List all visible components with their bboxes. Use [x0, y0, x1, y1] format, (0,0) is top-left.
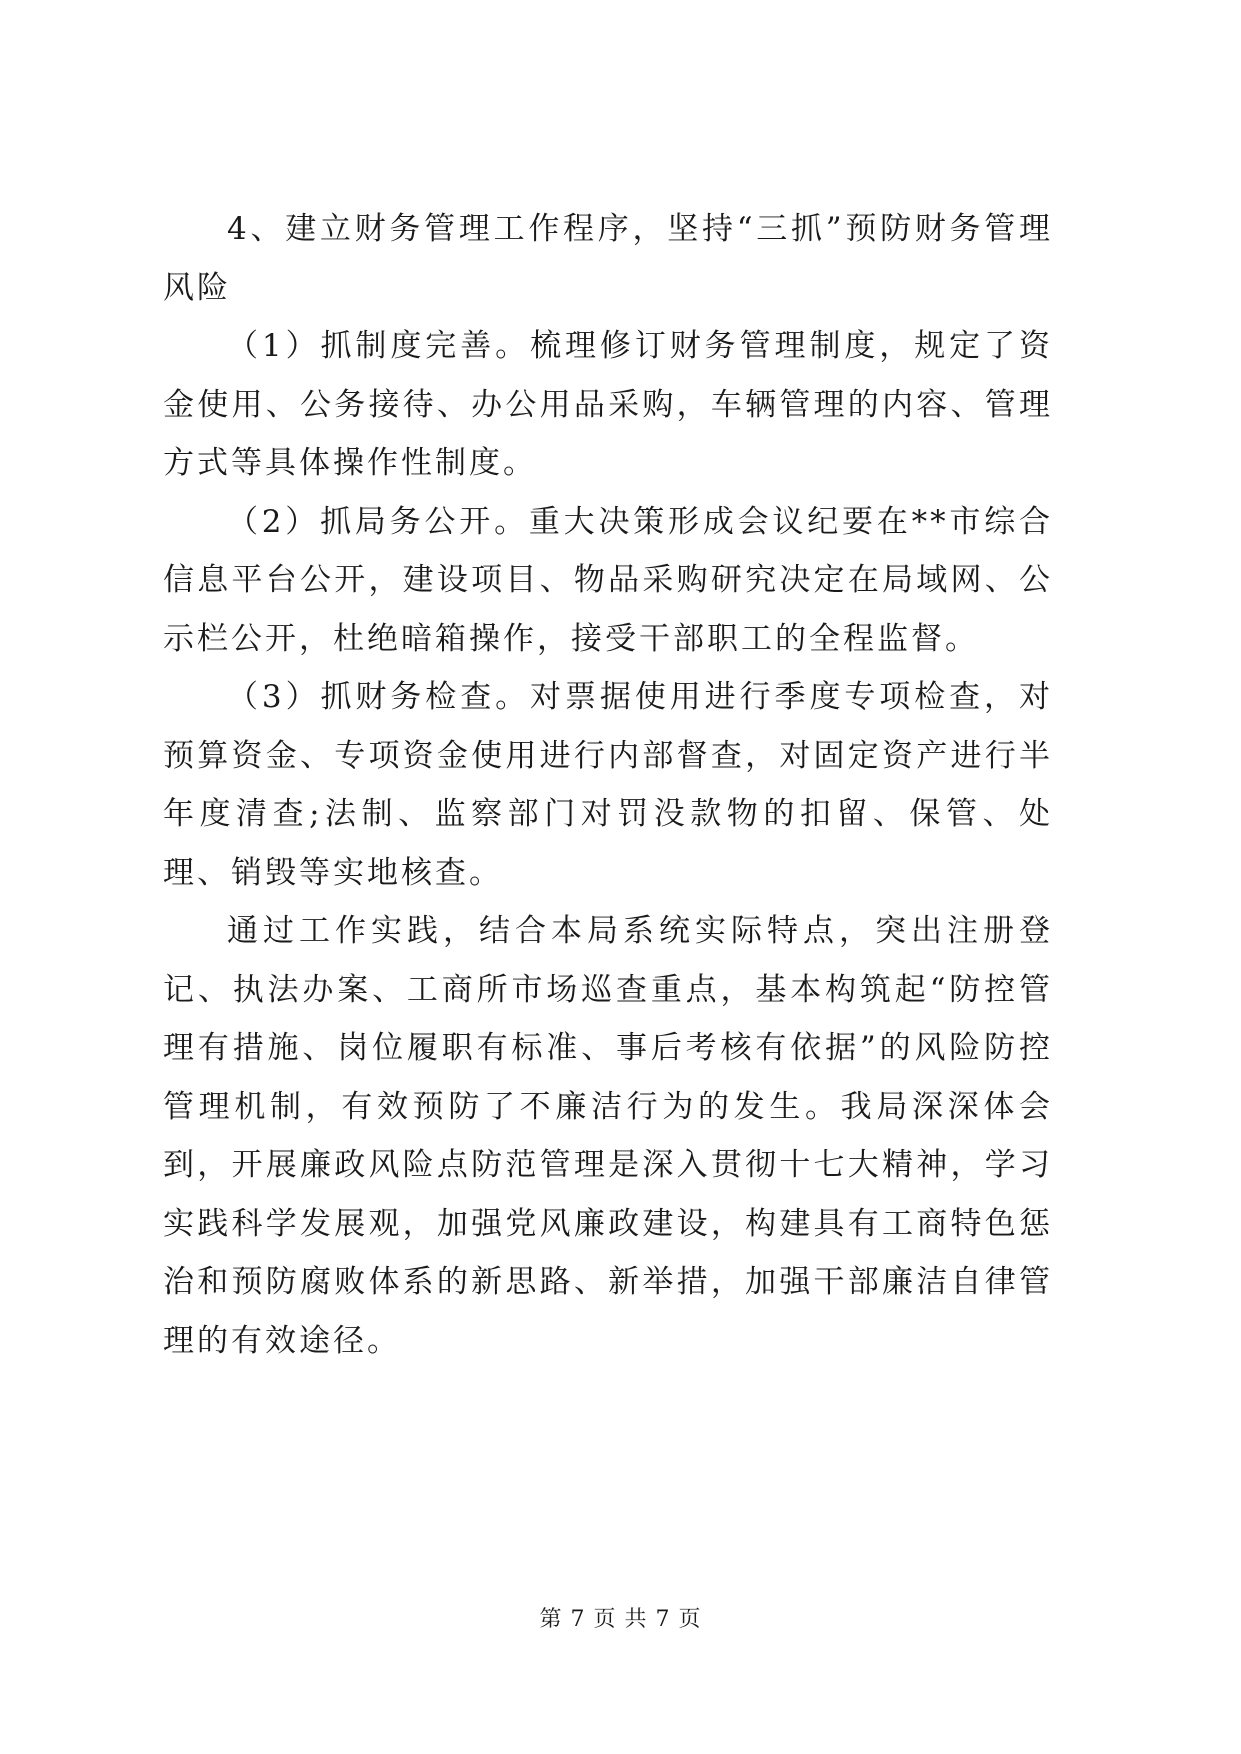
paragraph-conclusion: 通过工作实践，结合本局系统实际特点，突出注册登记、执法办案、工商所市场巡查重点，基本构筑起“防控管理有措施、岗位履职有标准、事后考核有依据”的风险防控管理机制，有效预防了不廉洁行为的发生。我局深深体会到，开展廉政风险点防范管理是深入贯彻十七大精神，学习实践科学发展观，加强党风廉政建设，构建具有工商特色惩治和预防腐败体系的新思路、新举措，加强干部廉洁自律管理的有效途径。	[163, 913, 1053, 1359]
section-heading: 4、建立财务管理工作程序，坚持“三抓”预防财务管理风险	[163, 211, 1053, 306]
paragraph-financial-inspection: （3）抓财务检查。对票据使用进行季度专项检查，对预算资金、专项资金使用进行内部督查，对固定资产进行半年度清查;法制、监察部门对罚没款物的扣留、保管、处理、销毁等实地核查。	[163, 679, 1053, 891]
document-body	[163, 200, 1053, 1370]
paragraph-affairs-disclosure: （2）抓局务公开。重大决策形成会议纪要在**市综合信息平台公开，建设项目、物品采购研究决定在局域网、公示栏公开，杜绝暗箱操作，接受干部职工的全程监督。	[163, 503, 1053, 657]
page-number-footer: 第 7 页 共 7 页	[539, 1607, 702, 1632]
paragraph-system-improvement: （1）抓制度完善。梳理修订财务管理制度，规定了资金使用、公务接待、办公用品采购，车辆管理的内容、管理方式等具体操作性制度。	[163, 328, 1053, 481]
